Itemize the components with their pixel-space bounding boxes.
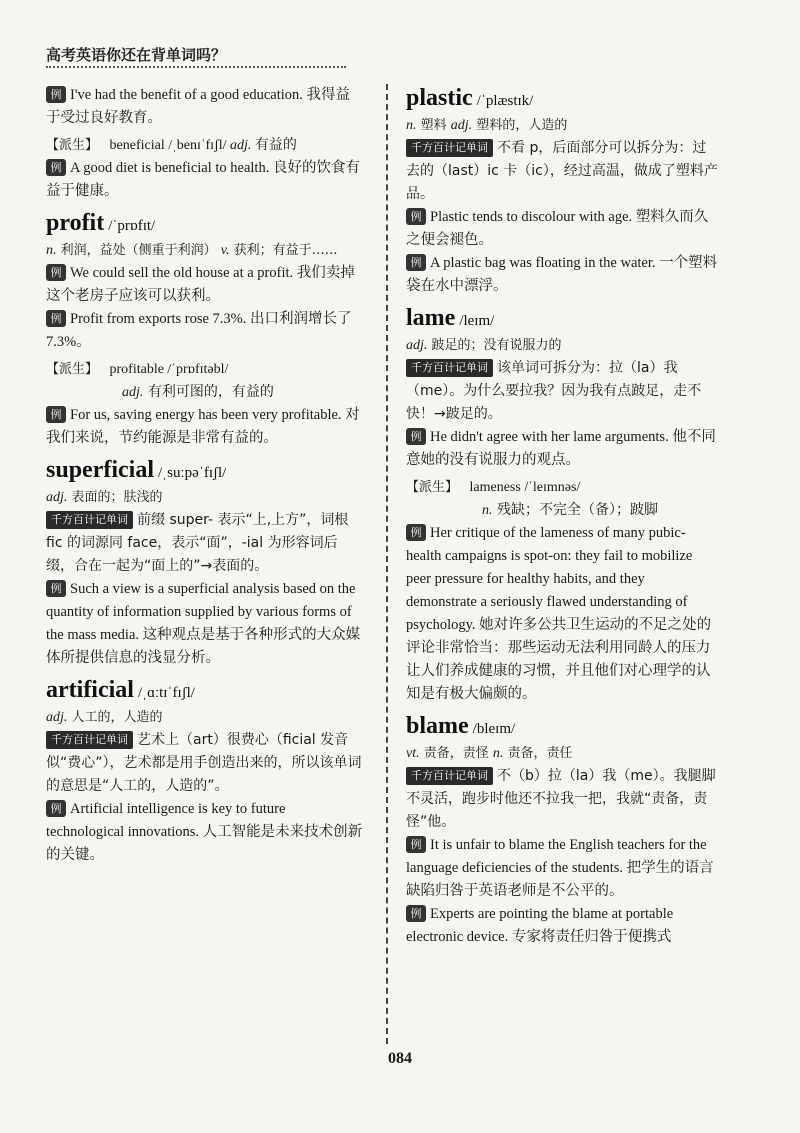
- memory-tip: 千方百计记单词 该单词可拆分为：拉（la）我（me）。为什么要拉我？因为我有点跛足，走不快！→跛足的。: [406, 360, 702, 422]
- definition: n. 利润，益处（侧重于利润） v. 获利；有益于……: [46, 243, 338, 258]
- example-beneficial: 例 A good diet is beneficial to health. 良好的饮食有益于健康。: [46, 160, 360, 199]
- entry-artificial: [46, 676, 364, 867]
- derivative-tag: 【派生】: [46, 138, 99, 153]
- derivative-gloss: n. 残缺；不完全（备）；跛脚: [482, 502, 658, 518]
- headword: profit /ˈprɒfɪt/: [46, 210, 156, 236]
- headword: superficial /ˌsuːpəˈfɪʃl/: [46, 457, 227, 483]
- definition: vt. 责备，责怪 n. 责备，责任: [406, 746, 573, 761]
- definition: adj. 表面的；肤浅的: [46, 490, 163, 505]
- headword: plastic /ˈplæstɪk/: [406, 85, 534, 111]
- phonetic: /bleɪm/: [472, 721, 516, 737]
- memory-badge: 千方百计记单词: [406, 139, 493, 157]
- example-icon: 例: [46, 310, 66, 327]
- derivative-tag: 【派生】: [406, 480, 459, 495]
- example: 例 A plastic bag was floating in the water. 一个塑料袋在水中漂浮。: [406, 255, 718, 294]
- phonetic: /ˈplæstɪk/: [476, 93, 534, 109]
- derivative: 【派生】 lameness /ˈleɪmnəs/: [406, 480, 581, 495]
- definition: adj. 跛足的；没有说服力的: [406, 338, 562, 353]
- example-icon: 例: [46, 406, 66, 423]
- example-icon: 例: [46, 580, 66, 597]
- example-icon: 例: [406, 254, 426, 271]
- entry-lame: [406, 304, 718, 706]
- phonetic: /ˈprɒfɪt/: [108, 218, 156, 234]
- example-icon: 例: [406, 905, 426, 922]
- definition: n. 塑料 adj. 塑料的，人造的: [406, 118, 568, 133]
- entry-superficial: [46, 456, 364, 670]
- phonetic: /ˌsuːpəˈfɪʃl/: [158, 465, 227, 481]
- memory-tip: 千方百计记单词 不看 p，后面部分可以拆分为：过去的（last）ic 卡（ic），经过高温，做成了塑料产品。: [406, 140, 718, 202]
- headword: blame /bleɪm/: [406, 713, 516, 739]
- definition: adj. 人工的，人造的: [46, 710, 163, 725]
- example: 例 He didn't agree with her lame arguments. 他不同意她的没有说服力的观点。: [406, 429, 716, 468]
- derivative-tag: 【派生】: [46, 362, 99, 377]
- page-header-title: 高考英语你还在背单词吗？: [46, 46, 227, 64]
- left-column: [46, 84, 364, 867]
- example-icon: 例: [46, 264, 66, 281]
- example: 例 For us, saving energy has been very profitable. 对我们来说，节约能源是非常有益的。: [46, 407, 360, 446]
- example-benefit: 例 I've had the benefit of a good education. 我得益于受过良好教育。: [46, 87, 351, 126]
- memory-tip: 千方百计记单词 艺术上（art）很费心（ficial 发音似“费心”），艺术都是用手创造出来的，所以该单词的意思是“人工的，人造的”。: [46, 732, 362, 794]
- example: 例 Artificial intelligence is key to future technological innovations. 人工智能是未来技术创新的关键。: [46, 801, 363, 863]
- headword: artificial /ˌɑːtɪˈfɪʃl/: [46, 677, 195, 703]
- memory-badge: 千方百计记单词: [406, 767, 493, 785]
- headword: lame /leɪm/: [406, 305, 495, 331]
- memory-badge: 千方百计记单词: [46, 511, 133, 529]
- example: 例 Plastic tends to discolour with age. 塑料久而久之便会褪色。: [406, 209, 709, 248]
- phonetic: /ˌɑːtɪˈfɪʃl/: [137, 685, 195, 701]
- example-icon: 例: [406, 428, 426, 445]
- example: 例 Such a view is a superficial analysis based on the quantity of information supplied by various forms of the mass media. 这种观点是基于各种形式的大众媒体所提供信息的浅显分析。: [46, 581, 361, 666]
- derivative-gloss: adj. 有利可图的，有益的: [122, 384, 274, 400]
- example-icon: 例: [406, 208, 426, 225]
- right-column: [406, 84, 718, 949]
- header-rule: [46, 66, 346, 68]
- memory-tip: 千方百计记单词 前缀 super- 表示“上,上方”，词根 fic 的词源同 face，表示“面”，-ial 为形容词后缀，合在一起为“面上的”→表面的。: [46, 512, 349, 574]
- column-divider: [386, 84, 388, 1044]
- example: 例 Profit from exports rose 7.3%. 出口利润增长了 7.3%。: [46, 311, 352, 350]
- example: 例 Her critique of the lameness of many pubic-health campaigns is spot-on: they fail to mobilize peer pressure for healthy habits, and they demonstrate a seriously flawed understanding of psychology. 她对许多公共卫生运动的不足之处的评论非常恰当：那些运动无法利用同龄人的压力让人们养成健康的习惯，并且他们对心理学的认知是有极大偏颇的。: [406, 525, 712, 702]
- memory-badge: 千方百计记单词: [406, 359, 493, 377]
- entry-blame: [406, 712, 718, 949]
- example: 例 Experts are pointing the blame at portable electronic device. 专家将责任归咎于便携式: [406, 906, 674, 945]
- example-icon: 例: [46, 159, 66, 176]
- example-icon: 例: [46, 800, 66, 817]
- entry-profit: [46, 209, 364, 450]
- example: 例 It is unfair to blame the English teachers for the language deficiencies of the students. 把学生的语言缺陷归咎于英语老师是不公平的。: [406, 837, 714, 899]
- example: 例 We could sell the old house at a profit. 我们卖掉这个老房子应该可以获利。: [46, 265, 355, 304]
- derivative-beneficial: 【派生】 beneficial /ˌbenɪˈfɪʃl/ adj. 有益的: [46, 138, 297, 153]
- memory-tip: 千方百计记单词 不（b）拉（la）我（me）。我腿脚不灵活，跑步时他还不拉我一把，我就“责备，责怪”他。: [406, 768, 716, 830]
- entry-plastic: [406, 84, 718, 298]
- example-icon: 例: [46, 86, 66, 103]
- example-icon: 例: [406, 524, 426, 541]
- derivative: 【派生】 profitable /ˈprɒfɪtəbl/: [46, 362, 229, 377]
- phonetic: /leɪm/: [459, 313, 495, 329]
- memory-badge: 千方百计记单词: [46, 731, 133, 749]
- example-icon: 例: [406, 836, 426, 853]
- page-number: 084: [388, 1050, 412, 1067]
